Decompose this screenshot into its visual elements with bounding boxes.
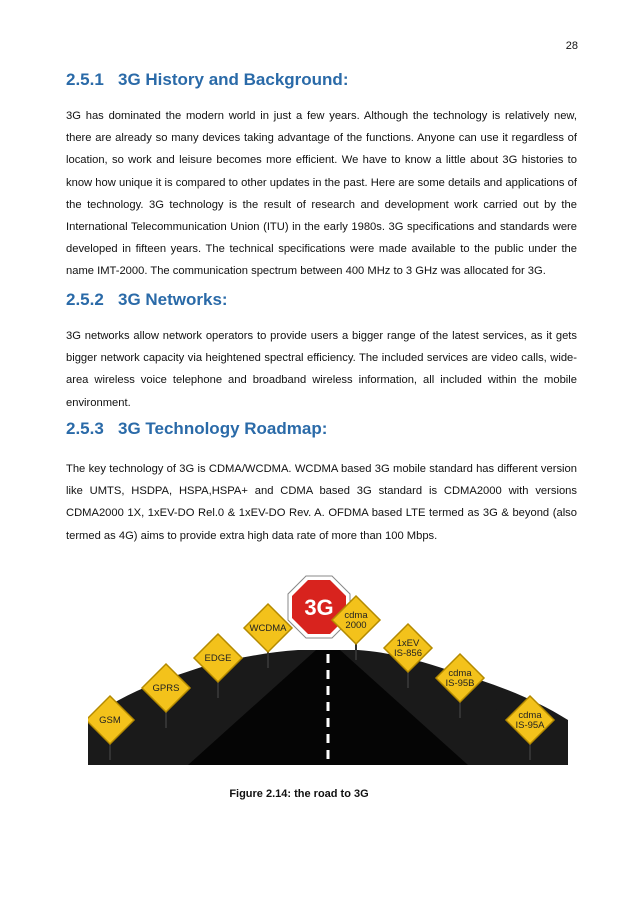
stop-sign-label: 3G [304,595,334,620]
section-title: 3G Technology Roadmap: [118,419,328,438]
sign-label: cdma [448,668,472,679]
section-body-networks: 3G networks allow network operators to provide users a bigger range of the latest services, as it gets bigger network capacity via heightened spectral efficiency. The included services are video calls, wide-area wireless voice telephone and broadband wireless information, all included within the mobile environment. [66,330,577,409]
sign-label: GSM [99,715,121,726]
section-title: 3G History and Background: [118,70,349,89]
sign-label: IS-856 [394,648,422,659]
section-title: 3G Networks: [118,290,228,309]
sign-label: GPRS [152,683,180,694]
sign-label: cdma [518,710,542,721]
sign-label: EDGE [204,653,232,664]
sign-label: IS-95A [515,720,545,731]
page-number: 28 [565,40,578,52]
road-to-3g-figure [88,570,568,765]
sign-label: IS-95B [445,678,475,689]
sign-label: 2000 [345,620,367,631]
section-number: 2.5.2 [66,290,104,309]
section-number: 2.5.1 [66,70,104,89]
section-body-roadmap: The key technology of 3G is CDMA/WCDMA. WCDMA based 3G mobile standard has different version like UMTS, HSDPA, HSPA,HSPA+ and CDMA based 3G standard is CDMA2000 with versions CDMA2000 1X, 1xEV-DO Rel.0 & 1xEV-DO Rev. A. OFDMA based LTE termed as 3G & beyond (also termed as 4G) aims to provide extra high data rate of more than 100 Mbps. [66,463,577,542]
figure-caption: Figure 2.14: the road to 3G [229,788,369,800]
sign-label: WCDMA [249,623,287,634]
sign-label: cdma [344,610,368,621]
section-number: 2.5.3 [66,419,104,438]
section-heading-roadmap [66,419,327,439]
section-heading-networks [66,290,228,310]
sign-label: 1xEV [396,638,420,649]
section-body-history: 3G has dominated the modern world in just a few years. Although the technology is relatively new, there are already so many devices taking advantage of the functions. Anyone can use it regardless of location, so work and leisure becomes more efficient. We have to know a little about 3G histories to know how unique it is compared to other updates in the past. Here are some details and applications of the technology. 3G technology is the result of research and development work carried out by the International Telecommunication Union (ITU) in the early 1980s. 3G specifications and standards were developed in fifteen years. The technical specifications were made available to the public under the name IMT-2000. The communication spectrum between 400 MHz to 3 GHz was allocated for 3G. [66,110,577,278]
section-heading-history [66,70,348,90]
